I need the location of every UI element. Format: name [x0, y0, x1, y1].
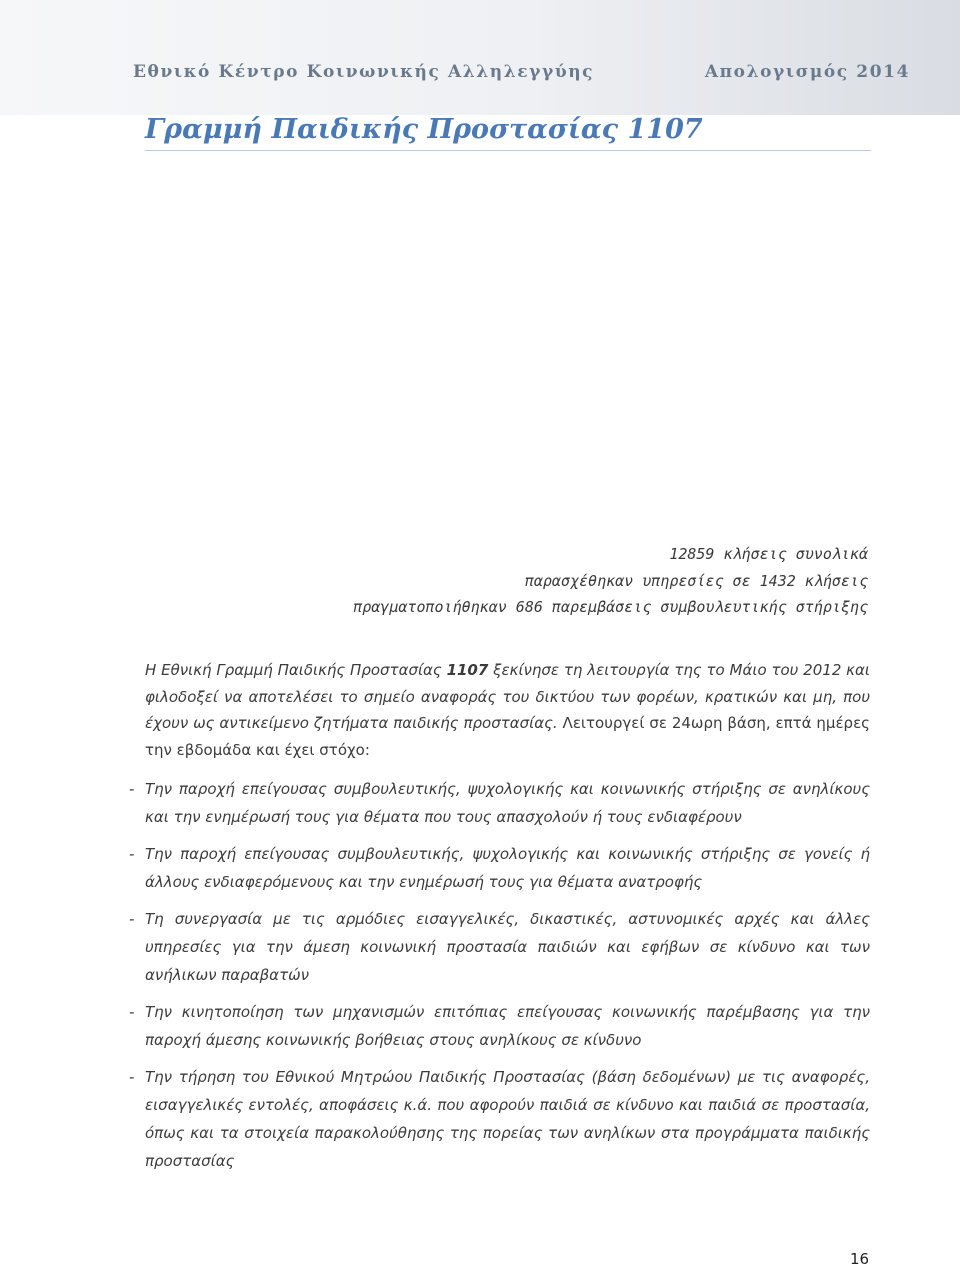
- list-item: [129, 840, 870, 896]
- intro-text-end: Λειτουργεί σε 24ωρη βάση, επτά ημέρες την εβδομάδα και έχει στόχο:: [145, 714, 870, 759]
- highlight-interventions: πραγματοποιήθηκαν 686 παρεμβάσεις συμβουλευτικής στήριξης: [353, 598, 868, 616]
- bullet-dash: -: [129, 780, 135, 798]
- intro-text-middle: ξεκίνησε τη λειτουργία της το Μάιο του 2012 και φιλοδοξεί να αποτελέσει το σημείο αναφοράς του δικτύου των φορέων, κρατικών και μη, που έχουν ως αντικείμενο ζητήματα παιδικής προστασίας.: [145, 661, 870, 732]
- intro-text-start: Η Εθνική Γραμμή Παιδικής Προστασίας: [145, 661, 447, 679]
- bullet-dash: -: [129, 1068, 135, 1086]
- list-item: [129, 1063, 870, 1175]
- list-item: [129, 775, 870, 831]
- title-divider: [145, 150, 871, 151]
- intro-hotline-number: 1107: [446, 661, 489, 679]
- bullet-dash: -: [129, 910, 135, 928]
- objectives-list: [129, 775, 870, 1184]
- list-item-text: Τη συνεργασία με τις αρμόδιες εισαγγελικές, δικαστικές, αστυνομικές αρχές και άλλες υπηρεσίες για την άμεση κοινωνική προστασία παιδιών και εφήβων σε κίνδυνο και των ανήλικων παραβατών: [145, 910, 870, 984]
- intro-paragraph: [145, 657, 870, 763]
- bullet-dash: -: [129, 845, 135, 863]
- organization-name: Εθνικό Κέντρο Κοινωνικής Αλληλεγγύης: [133, 62, 595, 82]
- list-item: [129, 905, 870, 989]
- list-item-text: Την παροχή επείγουσας συμβουλευτικής, ψυχολογικής και κοινωνικής στήριξης σε ανηλίκους και την ενημέρωσή τους για θέματα που τους απασχολούν ή τους ενδιαφέρουν: [145, 780, 870, 826]
- page-number: 16: [850, 1250, 870, 1268]
- report-title: Απολογισμός 2014: [704, 62, 910, 82]
- list-item-text: Την τήρηση του Εθνικού Μητρώου Παιδικής Προστασίας (βάση δεδομένων) με τις αναφορές, εισαγγελικές εντολές, αποφάσεις κ.ά. που αφορούν παιδιά σε κίνδυνο και παιδιά σε προστασία, όπως και τα στοιχεία παρακολούθησης της πορείας των ανηλίκων στα προγράμματα παιδικής προστασίας: [145, 1068, 870, 1170]
- highlights-block: [353, 541, 868, 621]
- highlight-services: παρασχέθηκαν υπηρεσίες σε 1432 κλήσεις: [524, 571, 868, 590]
- highlight-total-calls: 12859 κλήσεις συνολικά: [669, 545, 868, 563]
- section-title: Γραμμή Παιδικής Προστασίας 1107: [145, 114, 703, 145]
- list-item-text: Την κινητοποίηση των μηχανισμών επιτόπιας επείγουσας κοινωνικής παρέμβασης για την παροχή άμεσης κοινωνικής βοήθειας στους ανηλίκους σε κίνδυνο: [145, 1003, 870, 1049]
- list-item-text: Την παροχή επείγουσας συμβουλευτικής, ψυχολογικής και κοινωνικής στήριξης σε γονείς ή άλλους ενδιαφερόμενους και την ενημέρωσή τους για θέματα ανατροφής: [145, 845, 870, 891]
- page-header: [0, 0, 960, 115]
- bullet-dash: -: [129, 1003, 135, 1021]
- list-item: [129, 998, 870, 1054]
